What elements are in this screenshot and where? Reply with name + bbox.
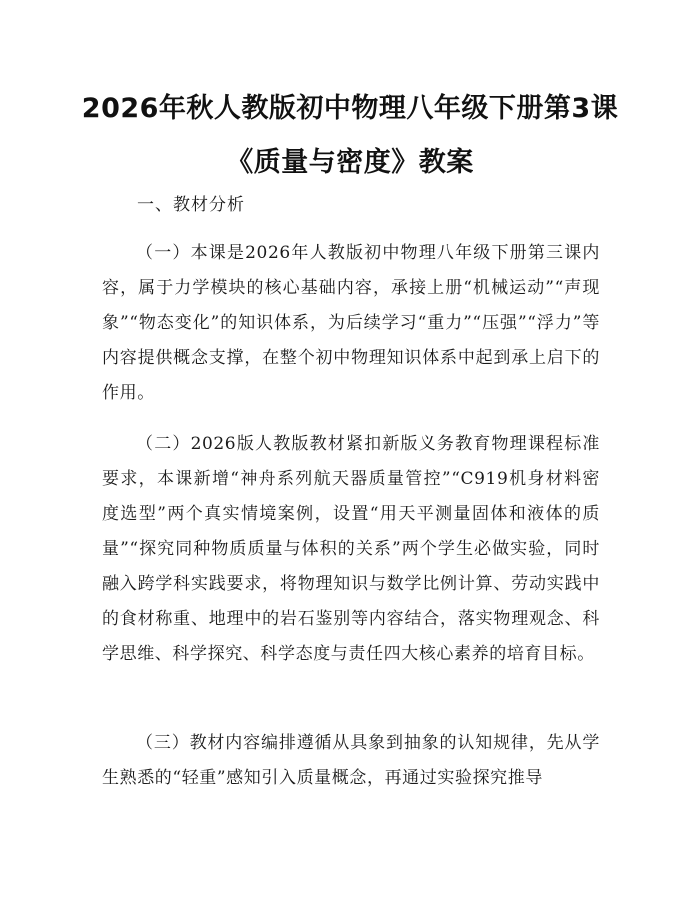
section-heading-textbook-analysis: 一、教材分析	[137, 195, 245, 215]
paragraph-3: （三）教材内容编排遵循从具象到抽象的认知规律，先从学生熟悉的“轻重”感知引入质量概念，再通过实验探究推导	[102, 733, 600, 788]
paragraph-1: （一）本课是2026年人教版初中物理八年级下册第三课内容，属于力学模块的核心基础内容，承接上册“机械运动”“声现象”“物态变化”的知识体系，为后续学习“重力”“压强”“浮力”等内容提供概念支撑，在整个初中物理知识体系中起到承上启下的作用。	[102, 243, 600, 403]
paragraph-2: （二）2026版人教版教材紧扣新版义务教育物理课程标准要求，本课新增“神舟系列航天器质量管控”“C919机身材料密度选型”两个真实情境案例，设置“用天平测量固体和液体的质量”“探究同种物质质量与体积的关系”两个学生必做实验，同时融入跨学科实践要求，将物理知识与数学比例计算、劳动实践中的食材称重、地理中的岩石鉴别等内容结合，落实物理观念、科学思维、科学探究、科学态度与责任四大核心素养的培育目标。	[102, 434, 600, 664]
document-title-line-1: 2026年秋人教版初中物理八年级下册第3课	[81, 93, 619, 124]
document-title-line-2: 《质量与密度》教案	[226, 147, 474, 178]
